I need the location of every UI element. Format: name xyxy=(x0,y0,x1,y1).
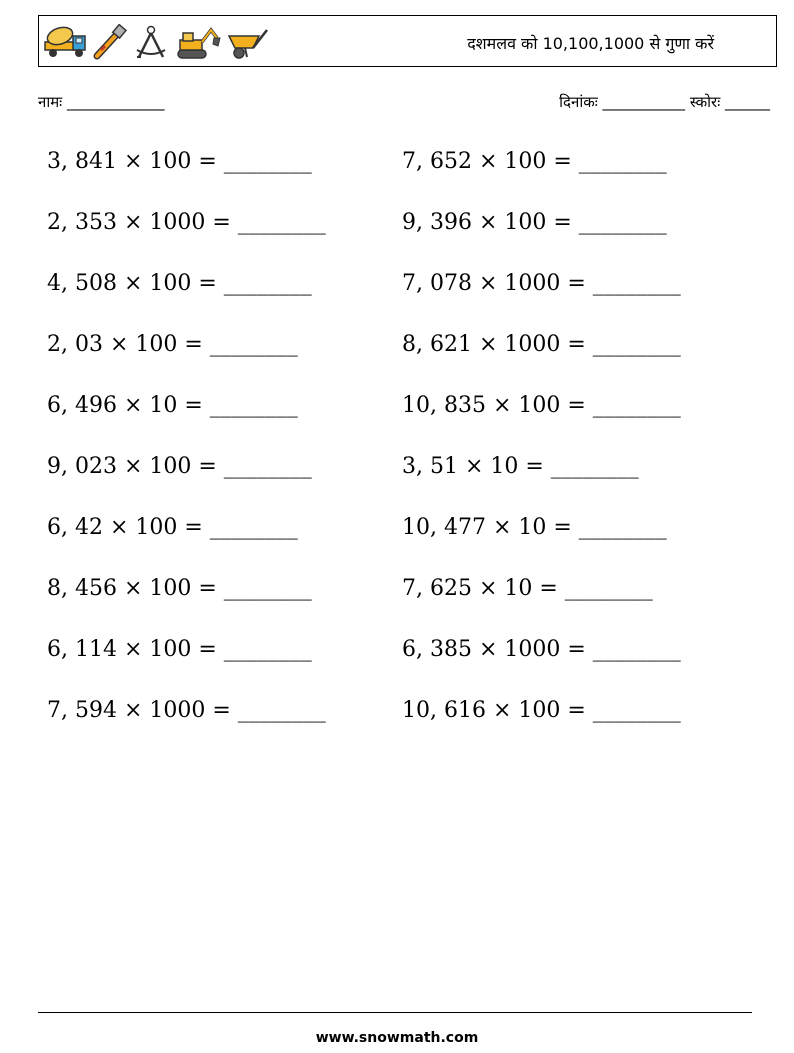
problem-right-9: 6, 385 × 1000 = ________ xyxy=(402,637,681,662)
wheelbarrow-icon xyxy=(225,24,269,60)
problem-right-3: 7, 078 × 1000 = ________ xyxy=(402,271,681,296)
problem-left-7: 6, 42 × 100 = ________ xyxy=(47,515,298,540)
problem-left-10: 7, 594 × 1000 = ________ xyxy=(47,698,326,723)
problem-left-5: 6, 496 × 10 = ________ xyxy=(47,393,298,418)
problem-right-2: 9, 396 × 100 = ________ xyxy=(402,210,667,235)
problem-right-7: 10, 477 × 10 = ________ xyxy=(402,515,667,540)
problem-left-3: 4, 508 × 100 = ________ xyxy=(47,271,312,296)
problem-right-10: 10, 616 × 100 = ________ xyxy=(402,698,681,723)
problem-left-8: 8, 456 × 100 = ________ xyxy=(47,576,312,601)
header-icons xyxy=(43,24,269,60)
problem-left-9: 6, 114 × 100 = ________ xyxy=(47,637,312,662)
problem-right-6: 3, 51 × 10 = ________ xyxy=(402,454,639,479)
footer-divider xyxy=(38,1012,752,1013)
problem-left-6: 9, 023 × 100 = ________ xyxy=(47,454,312,479)
worksheet-title: दशमलव को 10,100,1000 से गुणा करें xyxy=(467,34,714,53)
excavator-icon xyxy=(175,24,221,60)
footer-url: www.snowmath.com xyxy=(315,1030,479,1046)
date-score-field: दिनांकः ___________ स्कोरः ______ xyxy=(559,93,770,111)
problem-right-8: 7, 625 × 10 = ________ xyxy=(402,576,653,601)
problem-left-4: 2, 03 × 100 = ________ xyxy=(47,332,298,357)
worksheet-header xyxy=(38,15,777,67)
problem-left-2: 2, 353 × 1000 = ________ xyxy=(47,210,326,235)
problem-left-1: 3, 841 × 100 = ________ xyxy=(47,149,312,174)
problem-right-1: 7, 652 × 100 = ________ xyxy=(402,149,667,174)
problem-right-5: 10, 835 × 100 = ________ xyxy=(402,393,681,418)
cement-mixer-truck-icon xyxy=(43,24,87,60)
name-field: नामः _____________ xyxy=(38,93,165,111)
problem-right-4: 8, 621 × 1000 = ________ xyxy=(402,332,681,357)
compass-drawing-icon xyxy=(131,24,171,60)
wrench-icon xyxy=(91,24,127,60)
